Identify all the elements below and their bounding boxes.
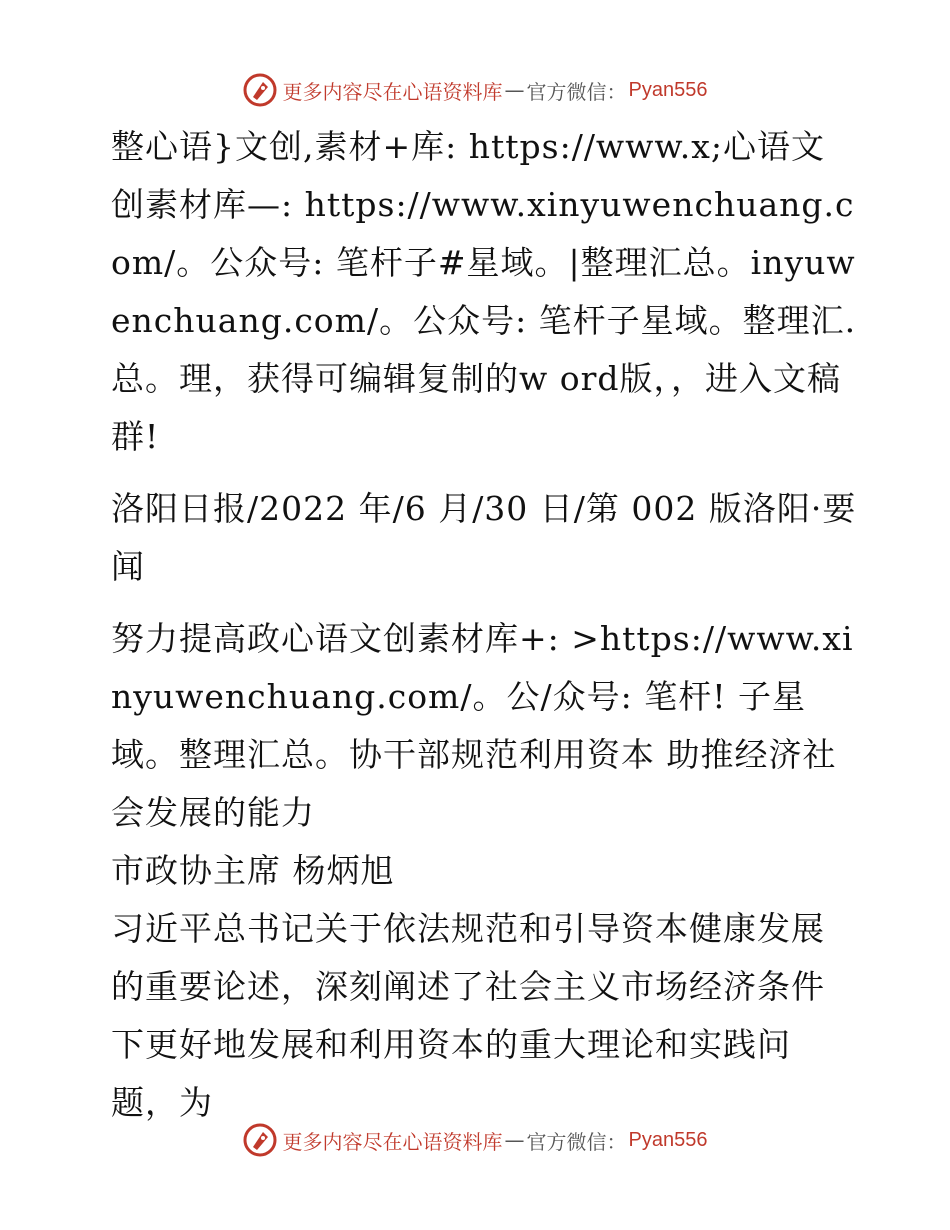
- banner-text: 更多内容尽在心语资料库: [282, 1129, 503, 1154]
- banner-wechat-id: Pyan556: [628, 78, 708, 101]
- pen-nib-logo-icon: [243, 73, 277, 107]
- header-banner: [0, 70, 950, 110]
- banner-wechat-label: 官方微信：: [526, 1129, 627, 1154]
- footer-banner: [0, 1120, 950, 1160]
- banner-wechat-label: 官方微信：: [526, 79, 627, 104]
- document-body: [97, 118, 857, 1132]
- paragraph-author: 市政协主席 杨炳旭: [111, 851, 395, 890]
- banner-separator: —: [504, 1128, 525, 1152]
- paragraph-source-note: 整心语}文创,素材+库: https://www.x;心语文创素材库—: https://www.xinyuwenchuang.com/。公众号: 笔杆子#星域。|整理汇总。inyuwenchuang.com/。公众号: 笔杆子星域。整理汇.总。理，获得可编辑复制的w ord版，，进入文稿群!: [111, 127, 857, 456]
- pen-nib-logo-icon: [243, 1123, 277, 1157]
- banner-text: 更多内容尽在心语资料库: [282, 79, 503, 104]
- banner-wechat-id: Pyan556: [628, 1128, 708, 1151]
- banner-separator: —: [504, 78, 525, 102]
- paragraph-dateline: 洛阳日报/2022 年/6 月/30 日/第 002 版洛阳·要闻: [111, 489, 857, 586]
- paragraph-body: 习近平总书记关于依法规范和引导资本健康发展的重要论述，深刻阐述了社会主义市场经济条件下更好地发展和利用资本的重大理论和实践问题，为: [111, 909, 825, 1122]
- paragraph-article-title: 努力提高政心语文创素材库+: >https://www.xinyuwenchuang.com/。公/众号: 笔杆! 子星域。整理汇总。协干部规范利用资本 助推经济社会发展的能力: [111, 619, 854, 832]
